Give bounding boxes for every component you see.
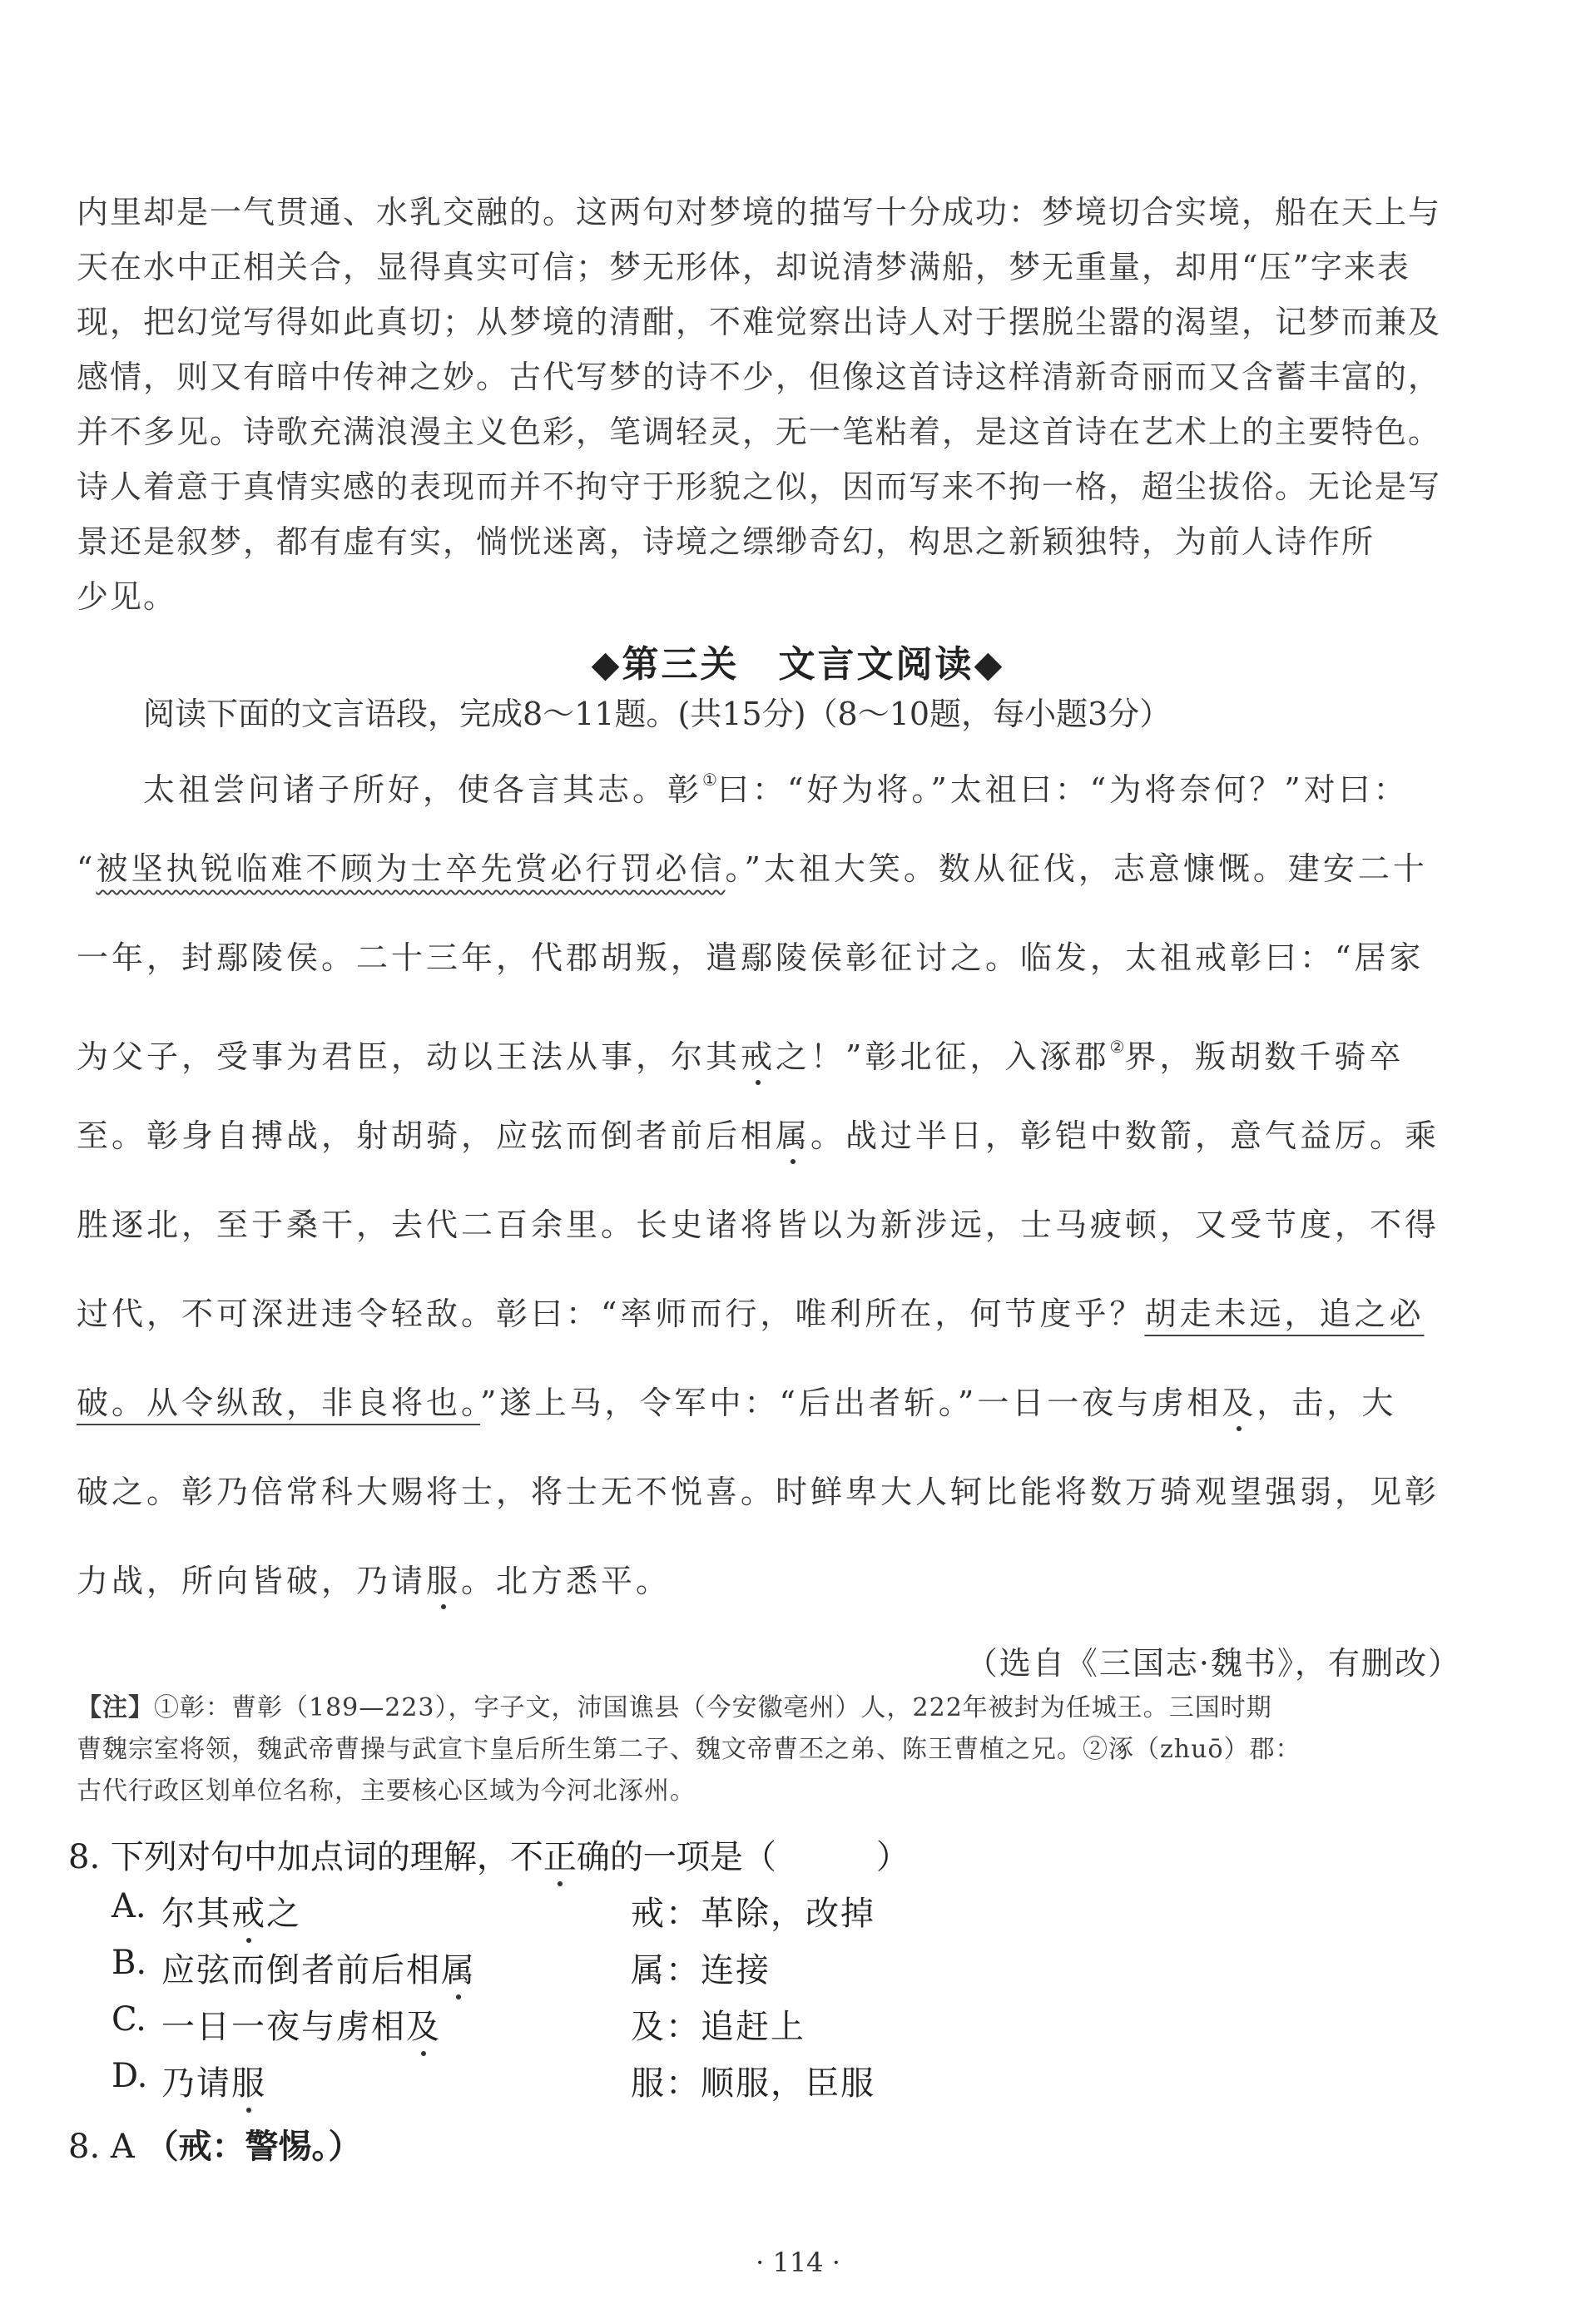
question-8 xyxy=(68,1832,910,2103)
commentary-line: 景还是叙梦，都有虚有实，惝恍迷离，诗境之缥缈奇幻，构思之新颖独特，为前人诗作所 xyxy=(77,523,1375,560)
footnote-marker: ② xyxy=(1109,1037,1125,1057)
passage-line: 胜逐北，至于桑干，去代二百余里。长史诸将皆以为新涉远，士马疲顿，又受节度，不得 xyxy=(77,1207,1440,1243)
option-letter: C. xyxy=(112,2000,146,2039)
reading-instructions: 阅读下面的文言语段，完成8～11题。(共15分)（8～10题，每小题3分） xyxy=(143,696,1172,732)
passage-line: 至。彰身自搏战，射胡骑，应弦而倒者前后相属。战过半日，彰铠中数箭，意气益厉。乘 xyxy=(77,1117,1440,1154)
commentary-line: 内里却是一气贯通、水乳交融的。这两句对梦境的描写十分成功：梦境切合实境，船在天上与 xyxy=(77,194,1442,230)
dotted-word: 及 xyxy=(1222,1385,1257,1421)
passage-line: 力战，所向皆破，乃请服。北方悉平。 xyxy=(77,1563,672,1599)
passage-line: 破。从令纵敌，非良将也。”遂上马，令军中：“后出者斩。”一日一夜与虏相及，击，大 xyxy=(77,1385,1397,1421)
dotted-word: 戒 xyxy=(741,1038,776,1075)
poem-commentary xyxy=(77,185,1491,624)
option-letter: D. xyxy=(112,2057,148,2095)
option-d[interactable] xyxy=(112,2057,1193,2113)
dotted-word: 服 xyxy=(231,2064,266,2103)
commentary-line: 现，把幻觉写得如此真切；从梦境的清酣，不难觉察出诗人对于摆脱尘嚣的渴望，记梦而兼及 xyxy=(77,304,1442,340)
option-sentence: 尔其戒之 xyxy=(161,1895,301,1933)
footnote-line: 古代行政区划单位名称，主要核心区域为今河北涿州。 xyxy=(77,1776,696,1806)
option-letter: B. xyxy=(112,1944,147,1982)
emphasis-dots: 不正确 xyxy=(509,1838,610,1876)
passage-line: 为父子，受事为君臣，动以王法从事，尔其戒之！”彰北征，入涿郡②界，叛胡数千骑卒 xyxy=(77,1037,1405,1075)
underlined-sentence: 破。从令纵敌，非良将也。 xyxy=(77,1385,481,1421)
footnote-line: 曹魏宗室将领，魏武帝曹操与武宣卞皇后所生第二子、魏文帝曹丕之弟、陈王曹植之兄。②涿（zhuō）郡： xyxy=(77,1735,1301,1764)
option-gloss: 服：顺服，臣服 xyxy=(631,2064,875,2103)
commentary-line: 并不多见。诗歌充满浪漫主义色彩，笔调轻灵，无一笔粘着，是这首诗在艺术上的主要特色。 xyxy=(77,414,1442,450)
option-gloss: 及：追赶上 xyxy=(631,2008,805,2046)
dotted-word: 服 xyxy=(426,1563,462,1599)
passage-line: 破之。彰乃倍常科大赐将士，将士无不悦喜。时鲜卑大人轲比能将数万骑观望强弱，见彰 xyxy=(77,1474,1440,1510)
wavy-underlined-sentence: 被坚执锐临难不顾为士卒先赏必行罚必信 xyxy=(96,850,726,887)
dotted-word: 属 xyxy=(441,1951,476,1989)
option-a[interactable] xyxy=(112,1887,1193,1944)
option-sentence: 一日一夜与虏相及 xyxy=(161,2008,441,2046)
passage-line: 一年，封鄢陵侯。二十三年，代郡胡叛，遣鄢陵侯彰征讨之。临发，太祖戒彰曰：“居家 xyxy=(77,939,1425,976)
commentary-line: 诗人着意于真情实感的表现而并不拘守于形貌之似，因而写来不拘一格，超尘拔俗。无论是写 xyxy=(77,468,1442,505)
commentary-line: 少见。 xyxy=(77,578,177,615)
answer-options xyxy=(112,1887,1193,2113)
answer-number: 8. A xyxy=(68,2128,135,2166)
dotted-word: 及 xyxy=(406,2008,441,2046)
commentary-line: 天在水中正相关合，显得真实可信；梦无形体，却说清梦满船，梦无重量，却用“压”字来表 xyxy=(77,249,1410,285)
commentary-line: 感情，则又有暗中传神之妙。古代写梦的诗不少，但像这首诗这样清新奇丽而又含蓄丰富的， xyxy=(77,359,1442,395)
option-gloss: 属：连接 xyxy=(631,1951,771,1989)
option-sentence: 乃请服 xyxy=(161,2064,266,2103)
option-c[interactable] xyxy=(112,2000,1193,2057)
footnote-line: 【注】①彰：曹彰（189—223），字子文，沛国谯县（今安徽亳州）人，222年被封为任城王。三国时期 xyxy=(77,1693,1272,1722)
option-gloss: 戒：革除，改掉 xyxy=(631,1895,875,1933)
page-number: · 114 · xyxy=(756,2247,840,2278)
passage-line: 过代，不可深进违令轻敌。彰曰：“率师而行，唯利所在，何节度乎？胡走未远，追之必 xyxy=(77,1296,1425,1332)
passage-source: （选自《三国志·魏书》，有删改） xyxy=(965,1645,1461,1682)
dotted-word: 戒 xyxy=(231,1895,266,1933)
passage-line: “被坚执锐临难不顾为士卒先赏必行罚必信。”太祖大笑。数从征伐，志意慷慨。建安二十 xyxy=(77,850,1428,887)
passage-line: 太祖尝问诸子所好，使各言其志。彰①曰：“好为将。”太祖曰：“为将奈何？”对曰： xyxy=(143,770,1409,808)
answer-explanation: （戒：警惕。） xyxy=(145,2128,362,2166)
note-tag: 【注】 xyxy=(77,1693,154,1722)
section-heading: ◆第三关 文言文阅读◆ xyxy=(591,643,1005,686)
footnotes xyxy=(77,1687,1491,1812)
option-b[interactable] xyxy=(112,1944,1193,2000)
answer-key xyxy=(68,2120,361,2168)
classical-passage xyxy=(77,754,1491,1644)
footnote-marker: ① xyxy=(702,770,717,790)
option-letter: A. xyxy=(112,1887,146,1925)
option-sentence: 应弦而倒者前后相属 xyxy=(161,1951,476,1989)
dotted-word: 属 xyxy=(776,1117,811,1154)
question-stem: 8. 下列对句中加点词的理解，不正确的一项是（ ） xyxy=(68,1838,910,1876)
underlined-sentence: 胡走未远，追之必 xyxy=(1144,1296,1425,1332)
